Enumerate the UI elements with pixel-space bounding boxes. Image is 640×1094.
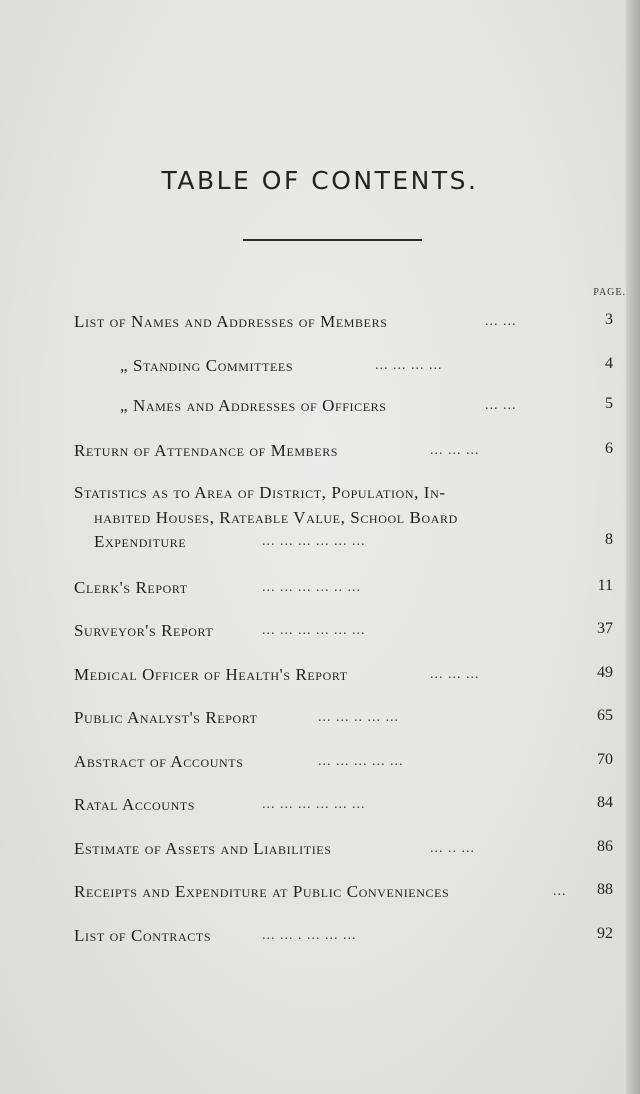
toc-entry-title: Receipts and Expenditure at Public Conveniences [74,882,450,901]
toc-entry-title: „ Names and Addresses of Officers [120,396,387,415]
toc-page-number: 86 [597,838,613,855]
toc-leader: ... ... [485,314,517,329]
toc-leader: ... ... ... ... ... ... [262,797,366,812]
toc-entry-title-continued: Expenditure [94,532,187,551]
toc-leader: ... ... ... ... ... ... [262,534,366,549]
toc-leader: ... .. ... [430,841,475,856]
toc-page-number: 49 [597,664,613,681]
toc-entry-title: Return of Attendance of Members [74,441,339,460]
page-edge-shadow [626,0,640,1094]
toc-leader: ... ... ... ... [375,358,443,373]
toc-entry-title: Statistics as to Area of District, Population, In- [74,483,446,502]
toc-entry-title: Medical Officer of Health's Report [74,665,348,684]
toc-leader: ... ... ... ... ... [318,754,404,769]
toc-leader: ... ... .. ... ... [318,710,399,725]
page-title: TABLE OF CONTENTS. [161,166,479,195]
toc-page-number: 4 [605,355,613,372]
toc-page-number: 3 [605,311,613,328]
toc-entry-title: Clerk's Report [74,578,188,597]
page-column-header: PAGE. [593,287,626,298]
toc-page-number: 11 [597,577,613,594]
toc-entry-title: List of Names and Addresses of Members [74,312,388,331]
toc-page-number: 37 [597,620,613,637]
toc-leader: ... ... ... ... .. ... [262,580,361,595]
toc-leader: ... ... ... [430,667,480,682]
toc-page-number: 70 [597,751,613,768]
toc-page-number: 84 [597,794,613,811]
toc-entry-title: Ratal Accounts [74,795,196,814]
toc-leader: ... ... ... ... ... ... [262,623,366,638]
toc-page-number: 65 [597,707,613,724]
toc-entry-title: List of Contracts [74,926,212,945]
toc-page-number: 5 [605,395,613,412]
toc-page-number: 88 [597,881,613,898]
title-rule [243,239,422,241]
toc-entry-title: Public Analyst's Report [74,708,258,727]
toc-leader: ... ... ... [430,443,480,458]
toc-entry-title: Abstract of Accounts [74,752,244,771]
toc-entry-title: Surveyor's Report [74,621,214,640]
toc-page-number: 8 [605,531,613,548]
toc-page-number: 6 [605,440,613,457]
toc-leader: ... ... [485,398,517,413]
toc-leader: ... [553,884,567,899]
toc-page-number: 92 [597,925,613,942]
toc-leader: ... ... . ... ... ... [262,928,357,943]
toc-entry-title-continued: habited Houses, Rateable Value, School Board [94,508,458,527]
toc-entry-title: „ Standing Committees [120,356,294,375]
toc-entry-title: Estimate of Assets and Liabilities [74,839,332,858]
